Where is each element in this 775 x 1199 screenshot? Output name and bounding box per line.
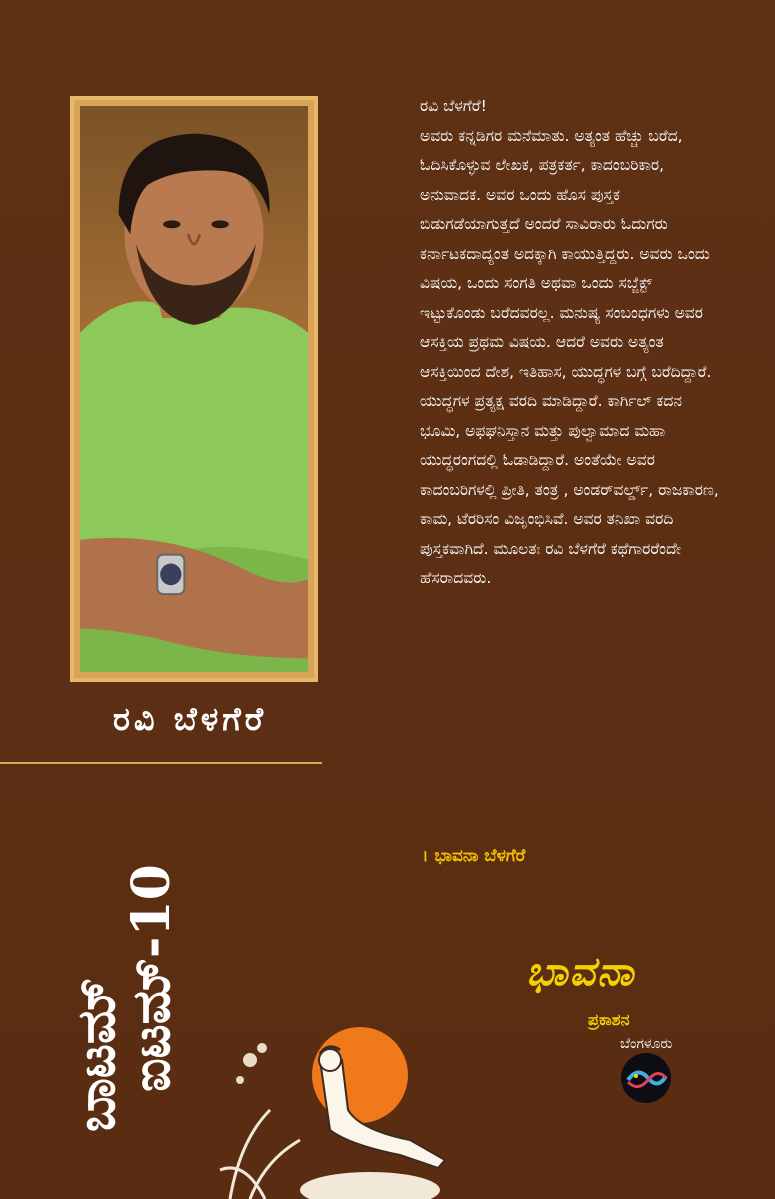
publisher-city: ಬೆಂಗಳೂರು bbox=[620, 1036, 673, 1052]
publisher-emblem-icon bbox=[620, 1052, 672, 1104]
blurb-signature: । ಭಾವನಾ ಬೆಳಗೆರೆ bbox=[422, 846, 526, 866]
publisher-logo-script: ಭಾವನಾ bbox=[526, 948, 636, 995]
book-title-line-1: ಬಾಟಮ್ bbox=[66, 977, 127, 1132]
author-portrait-illustration bbox=[80, 106, 308, 672]
name-divider bbox=[0, 762, 322, 764]
girl-sitting-illustration bbox=[210, 1020, 480, 1199]
publisher-name: ಪ್ರಕಾಶನ bbox=[588, 1010, 630, 1029]
author-name: ರವಿ ಬೆಳಗೆರೆ bbox=[112, 700, 268, 738]
author-photo bbox=[80, 106, 308, 672]
author-photo-frame bbox=[70, 96, 318, 682]
author-blurb bbox=[420, 92, 720, 594]
book-title-vertical bbox=[66, 864, 182, 1132]
blurb-paragraph: ಅವರು ಕನ್ನಡಿಗರ ಮನೆಮಾತು. ಅತ್ಯಂತ ಹೆಚ್ಚು ಬರೆದ, ಓದಿಸಿಕೊಳ್ಳುವ ಲೇಖಕ, ಪತ್ರಕರ್ತ, ಕಾದಂಬರಿಕಾರ, ಅನುವಾದಕ. ಅವರ ಒಂದು ಹೊಸ ಪುಸ್ತಕ ಬಿಡುಗಡೆಯಾಗುತ್ತದೆ ಅಂದರೆ ಸಾವಿರಾರು ಓದುಗರು ಕರ್ನಾಟಕದಾದ್ಯಂತ ಅದಕ್ಕಾಗಿ ಕಾಯುತ್ತಿದ್ದರು. ಅವರು ಒಂದು ವಿಷಯ, ಒಂದು ಸಂಗತಿ ಅಥವಾ ಒಂದು ಸಬ್ಜೆಕ್ಟ್ ಇಟ್ಟುಕೊಂಡು ಬರೆದವರಲ್ಲ. ಮನುಷ್ಯ ಸಂಬಂಧಗಳು ಅವರ ಆಸಕ್ತಿಯ ಪ್ರಥಮ ವಿಷಯ. ಆದರೆ ಅವರು ಅತ್ಯಂತ ಆಸಕ್ತಿಯಿಂದ ದೇಶ, ಇತಿಹಾಸ, ಯುದ್ಧಗಳ ಬಗ್ಗೆ ಬರೆದಿದ್ದಾರೆ. ಯುದ್ಧಗಳ ಪ್ರತ್ಯಕ್ಷ ವರದಿ ಮಾಡಿದ್ದಾರೆ. ಕಾರ್ಗಿಲ್ ಕದನ ಭೂಮಿ, ಅಫಘನಿಸ್ತಾನ ಮತ್ತು ಪುಲ್ವಾಮಾದ ಮಹಾ ಯುದ್ಧರಂಗದಲ್ಲಿ ಓಡಾಡಿದ್ದಾರೆ. ಅಂತೆಯೇ ಅವರ ಕಾದಂಬರಿಗಳಲ್ಲಿ ಪ್ರೀತಿ, ತಂತ್ರ , ಅಂಡರ್‌ವರ್ಲ್ಡ್, ರಾಜಕಾರಣ, ಕಾಮ, ಟೆರರಿಸಂ ವಿಜೃಂಭಿಸಿವೆ. ಅವರ ತನಿಖಾ ವರದಿ ಪುಸ್ತಕವಾಗಿದೆ. ಮೂಲತಃ ರವಿ ಬೆಳಗೆರೆ ಕಥೆಗಾರರೆಂದೇ ಹೆಸರಾದವರು. bbox=[420, 126, 719, 587]
book-title-line-2: ಐಟಮ್-10 bbox=[120, 864, 182, 1092]
blurb-heading: ರವಿ ಬೆಳಗೆರೆ! bbox=[420, 97, 487, 115]
